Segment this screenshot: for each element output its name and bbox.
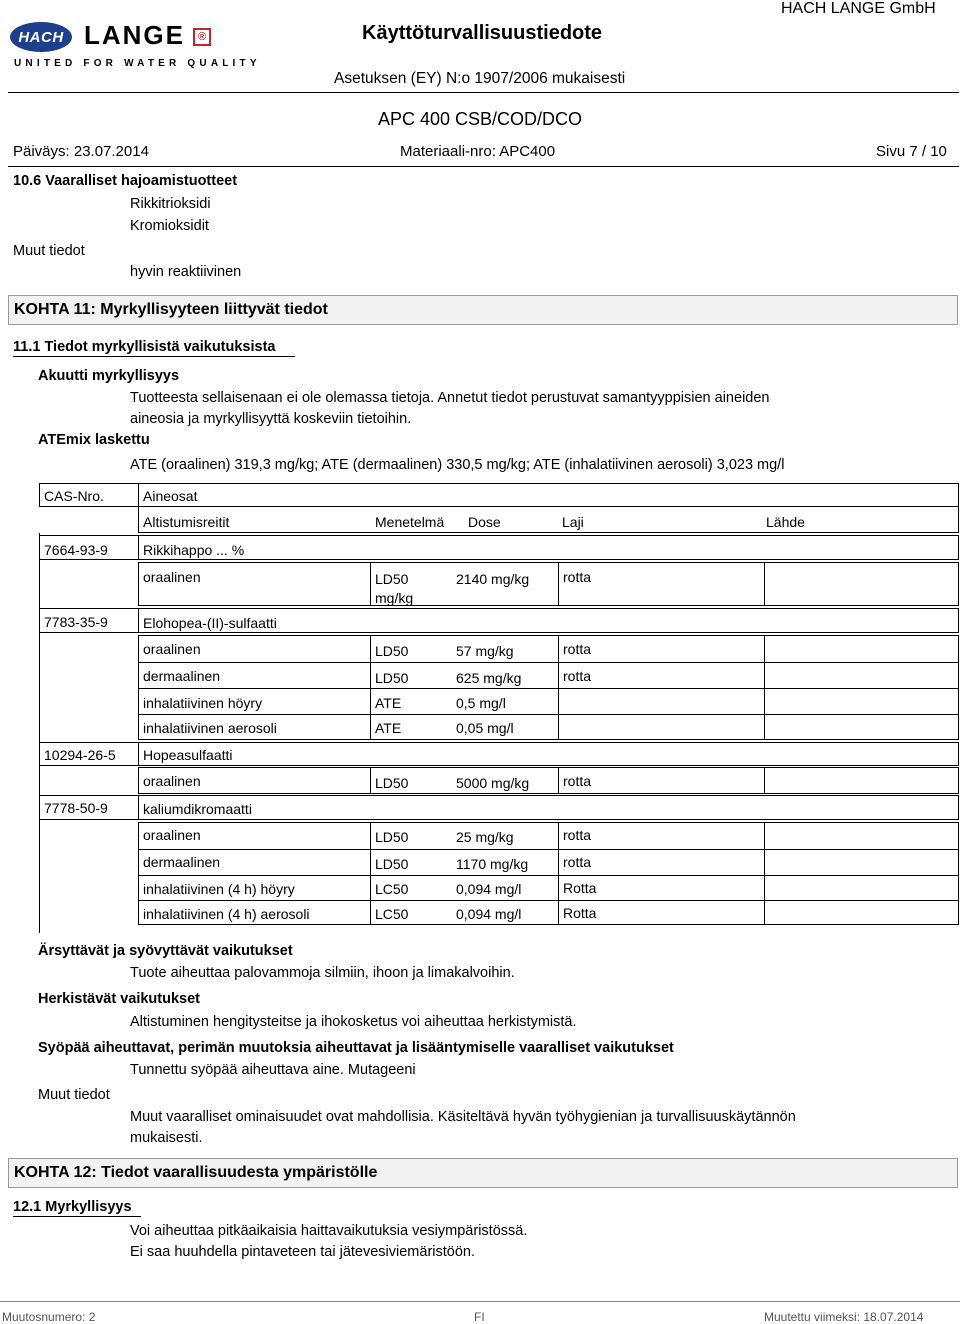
atemix-label: ATEmix laskettu	[38, 432, 150, 448]
table-header-divider	[138, 483, 139, 507]
acute-toxicity-text: aineosia ja myrkyllisyyttä koskeviin tietoihin.	[130, 411, 412, 427]
table-header-row-2	[138, 507, 959, 533]
species: rotta	[563, 827, 592, 843]
revision-number: Muutosnumero: 2	[2, 1310, 96, 1324]
cell-divider	[764, 822, 765, 925]
method: LD50	[375, 670, 409, 686]
other-effects-label: Muut tiedot	[38, 1087, 110, 1103]
other-effects-value: Muut vaaralliset ominaisuudet ovat mahdollisia. Käsiteltävä hyvän työhygienian ja turvallisuuskäytännön	[130, 1109, 796, 1125]
dose: 0,094 mg/l	[456, 881, 522, 897]
species: rotta	[563, 569, 592, 585]
cell-divider	[370, 767, 371, 794]
dose: 25 mg/kg	[456, 829, 514, 845]
route: oraalinen	[143, 827, 201, 843]
decomp-item: Kromioksidit	[130, 218, 209, 234]
dose: 2140 mg/kg	[456, 571, 530, 587]
row-divider	[138, 714, 959, 715]
cas-number: 7783-35-9	[44, 614, 108, 630]
row-divider	[138, 875, 959, 876]
cell-divider	[370, 562, 371, 606]
other-info-value: hyvin reaktiivinen	[130, 264, 242, 280]
route: dermaalinen	[143, 854, 221, 870]
dose: 0,05 mg/l	[456, 720, 514, 736]
sensitizing-label: Herkistävät vaikutukset	[38, 991, 200, 1007]
hach-logo-text: HACH	[18, 29, 64, 46]
col-species: Laji	[562, 514, 584, 530]
data-row	[138, 562, 959, 606]
acute-toxicity-label: Akuutti myrkyllisyys	[38, 368, 180, 384]
route: inhalatiivinen höyry	[143, 695, 263, 711]
method: LD50	[375, 775, 409, 791]
col-method: Menetelmä	[375, 514, 445, 530]
substance-name: Elohopea-(II)-sulfaatti	[143, 615, 277, 631]
route: oraalinen	[143, 773, 201, 789]
route: inhalatiivinen (4 h) höyry	[143, 881, 295, 897]
atemix-value: ATE (oraalinen) 319,3 mg/kg; ATE (dermaalinen) 330,5 mg/kg; ATE (inhalatiivinen aerosoli) 3,023 mg/l	[130, 457, 785, 473]
language-code: FI	[474, 1310, 485, 1324]
substance-name: kaliumdikromaatti	[143, 801, 252, 817]
document-title: Käyttöturvallisuustiedote	[362, 22, 603, 44]
species: Rotta	[563, 905, 597, 921]
cell-divider	[764, 562, 765, 606]
species: Rotta	[563, 880, 597, 896]
cell-divider	[558, 562, 559, 606]
last-modified: Muutettu viimeksi: 18.07.2014	[764, 1310, 924, 1324]
method: LD50	[375, 571, 409, 587]
header-divider	[8, 92, 959, 93]
dose: 625 mg/kg	[456, 670, 522, 686]
logo-tagline: UNITED FOR WATER QUALITY	[14, 58, 261, 69]
row-divider	[138, 900, 959, 901]
registered-mark-icon: ®	[193, 28, 211, 46]
material-number: Materiaali-nro: APC400	[400, 143, 556, 160]
row-divider	[138, 849, 959, 850]
lange-logo: LANGE	[84, 20, 185, 50]
species: rotta	[563, 668, 592, 684]
species: rotta	[563, 641, 592, 657]
method: LC50	[375, 906, 409, 922]
section-11-1-title: 11.1 Tiedot myrkyllisistä vaikutuksista	[13, 339, 276, 355]
cell-divider	[558, 767, 559, 794]
route: inhalatiivinen (4 h) aerosoli	[143, 906, 310, 922]
hach-logo	[10, 22, 72, 52]
substance-divider	[138, 795, 139, 820]
method: LD50	[375, 829, 409, 845]
route: oraalinen	[143, 641, 201, 657]
irritant-value: Tuote aiheuttaa palovammoja silmiin, ihoon ja limakalvoihin.	[130, 965, 515, 981]
species: rotta	[563, 773, 592, 789]
dose: 5000 mg/kg	[456, 775, 530, 791]
col-dose: Dose	[468, 514, 501, 530]
cmr-value: Tunnettu syöpää aiheuttava aine. Mutageeni	[130, 1062, 416, 1078]
method: LD50	[375, 643, 409, 659]
method-unit: mg/kg	[375, 590, 414, 606]
company-name: HACH LANGE GmbH	[781, 0, 936, 17]
substance-divider	[138, 608, 139, 633]
section-11-1-underline	[13, 356, 295, 357]
other-effects-value: mukaisesti.	[130, 1130, 203, 1146]
method: ATE	[375, 720, 402, 736]
irritant-label: Ärsyttävät ja syövyttävät vaikutukset	[38, 943, 293, 959]
dose: 57 mg/kg	[456, 643, 514, 659]
sensitizing-value: Altistuminen hengitysteitse ja ihokosketus voi aiheuttaa herkistymistä.	[130, 1014, 577, 1030]
col-route: Altistumisreitit	[143, 514, 230, 530]
cell-divider	[764, 767, 765, 794]
cas-number: 10294-26-5	[44, 747, 116, 763]
route: inhalatiivinen aerosoli	[143, 720, 277, 736]
dose: 0,5 mg/l	[456, 695, 506, 711]
route: oraalinen	[143, 569, 201, 585]
decomp-item: Rikkitrioksidi	[130, 196, 211, 212]
regulation-text: Asetuksen (EY) N:o 1907/2006 mukaisesti	[334, 70, 626, 87]
section-12-1-underline	[13, 1216, 141, 1217]
method: LD50	[375, 856, 409, 872]
substance-name: Rikkihappo ... %	[143, 542, 245, 558]
page-number: Sivu 7 / 10	[876, 143, 947, 160]
substance-name: Hopeasulfaatti	[143, 747, 233, 763]
substance-divider	[138, 742, 139, 766]
other-info-label: Muut tiedot	[13, 243, 85, 259]
cell-divider	[370, 822, 371, 925]
product-name: APC 400 CSB/COD/DCO	[378, 109, 583, 129]
cas-number: 7778-50-9	[44, 800, 108, 816]
footer-divider	[0, 1301, 960, 1302]
route: dermaalinen	[143, 668, 221, 684]
data-row	[138, 767, 959, 794]
ecotox-text: Ei saa huuhdella pintaveteen tai jätevesiviemäristöön.	[130, 1244, 475, 1260]
header-bottom-divider	[8, 166, 959, 167]
cell-divider	[558, 822, 559, 925]
section-10-6-title: 10.6 Vaaralliset hajoamistuotteet	[13, 173, 238, 189]
cmr-label: Syöpää aiheuttavat, perimän muutoksia aiheuttavat ja lisääntymiselle vaaralliset vaikutukset	[38, 1040, 674, 1056]
table-left-border	[39, 533, 40, 933]
section-12-title: KOHTA 12: Tiedot vaarallisuudesta ympäristölle	[14, 1164, 378, 1181]
section-12-1-title: 12.1 Myrkyllisyys	[13, 1199, 132, 1215]
col-substance: Aineosat	[143, 488, 198, 504]
dose: 0,094 mg/l	[456, 906, 522, 922]
ecotox-text: Voi aiheuttaa pitkäaikaisia haittavaikutuksia vesiympäristössä.	[130, 1223, 528, 1239]
section-11-title: KOHTA 11: Myrkyllisyyteen liittyvät tiedot	[14, 301, 328, 318]
method: ATE	[375, 695, 402, 711]
dose: 1170 mg/kg	[456, 856, 529, 872]
cas-number: 7664-93-9	[44, 542, 108, 558]
col-source: Lähde	[766, 514, 805, 530]
doc-date: Päiväys: 23.07.2014	[13, 143, 149, 160]
col-cas: CAS-Nro.	[44, 488, 104, 504]
substance-divider	[138, 535, 139, 560]
row-divider	[138, 688, 959, 689]
species: rotta	[563, 854, 592, 870]
method: LC50	[375, 881, 409, 897]
row-divider	[138, 662, 959, 663]
acute-toxicity-text: Tuotteesta sellaisenaan ei ole olemassa tietoja. Annetut tiedot perustuvat samantyyppisien aineiden	[130, 390, 770, 406]
